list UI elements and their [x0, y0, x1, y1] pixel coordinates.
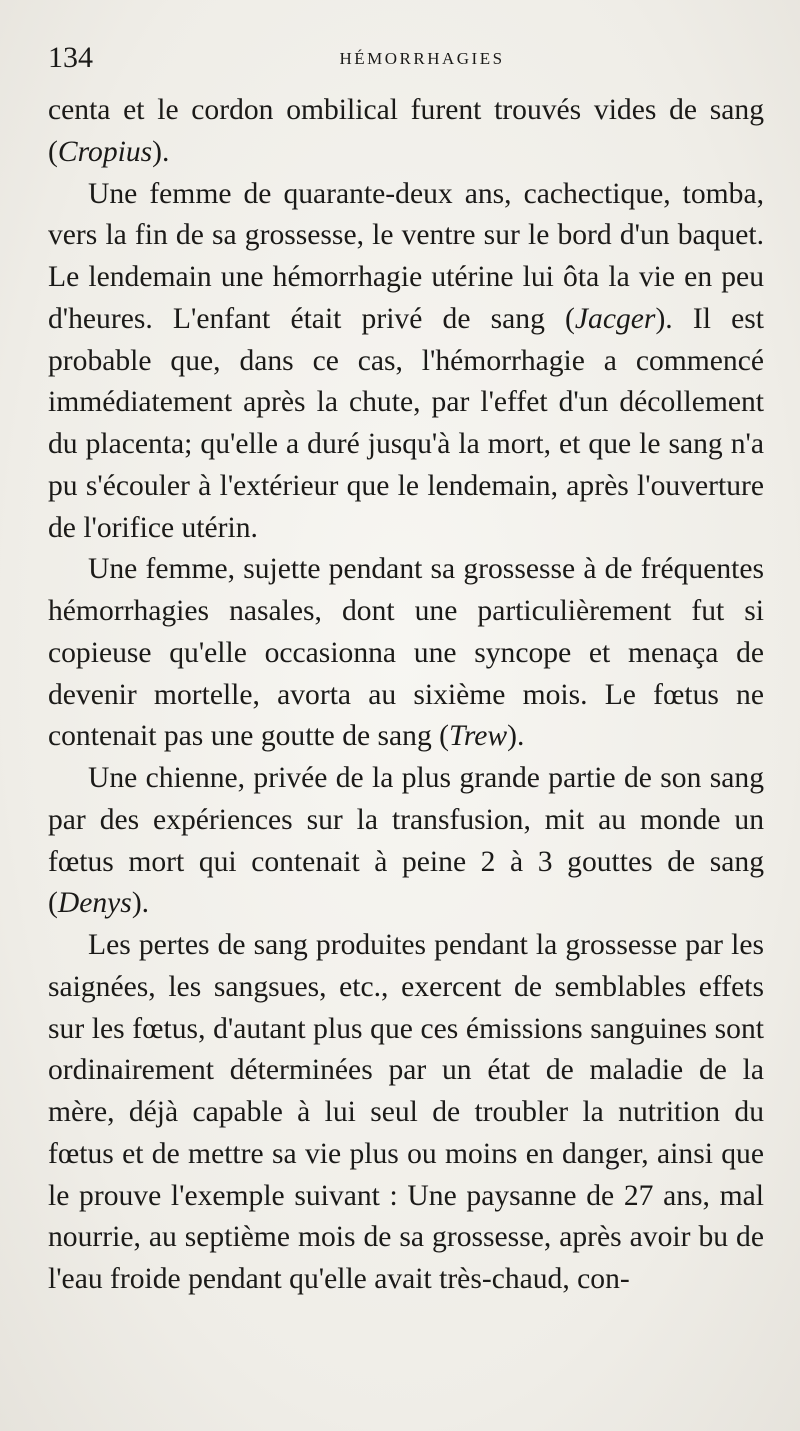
page-number: 134 [48, 41, 93, 74]
paragraph-text: ). [507, 720, 525, 753]
paragraph-text: Une chienne, privée de la plus grande partie de son sang par des expériences sur la transfusion, mit au monde un fœtus mort qui contenait à peine 2 à 3 gouttes de sang ( [48, 762, 764, 920]
paragraph-text: ). Il est probable que, dans ce cas, l'hémorrhagie a commencé immédiatement après la chute, par l'effet d'un décollement du placenta; qu'elle a duré jusqu'à la mort, et que le sang n'a pu s'écouler à l'extérieur que le lendemain, après l'ouverture de l'orifice utérin. [48, 302, 764, 544]
paragraph [48, 925, 764, 1301]
paragraph-text: ). [131, 887, 150, 920]
paragraph-text: Une femme, sujette pendant sa grossesse à de fréquentes hémorrhagies nasales, dont une particulièrement fut si copieuse qu'elle occasionna une syncope et menaça de devenir mortelle, avorta au sixième mois. Le fœtus ne contenait pas une goutte de sang ( [48, 553, 764, 753]
paragraph [48, 174, 764, 550]
citation-author: Denys [57, 887, 132, 920]
citation-author: Jacger [574, 302, 656, 335]
citation-author: Trew [449, 720, 508, 753]
paragraph-text: centa et le cordon ombilical furent trouvés vides de sang ( [48, 94, 764, 168]
paragraph-text: Une femme de quarante-deux ans, cachectique, tomba, vers la fin de sa grossesse, le ventre sur le bord d'un baquet. Le lendemain une hémorrhagie utérine lui ôta la vie en peu d'heures. L'enfant était privé de sang ( [48, 177, 764, 335]
paragraph [48, 758, 764, 925]
page-header [48, 38, 756, 78]
body-text [48, 90, 764, 1301]
paragraph-text: ). [152, 135, 170, 168]
citation-author: Cropius [57, 135, 153, 168]
paragraph-text: Les pertes de sang produites pendant la grossesse par les saignées, les sangsues, etc., exercent de semblables effets sur les fœtus, d'autant plus que ces émissions sanguines sont ordinairement déterminées par un état de maladie de la mère, déjà capable à lui seul de troubler la nutrition du fœtus et de mettre sa vie plus ou moins en danger, ainsi que le prouve l'exemple suivant : Une paysanne de 27 ans, mal nourrie, au septième mois de sa grossesse, après avoir bu de l'eau froide pendant qu'elle avait très-chaud, con- [48, 929, 764, 1295]
paragraph [48, 549, 764, 758]
paragraph-continuation [48, 90, 764, 174]
running-title: HÉMORRHAGIES [339, 49, 505, 68]
